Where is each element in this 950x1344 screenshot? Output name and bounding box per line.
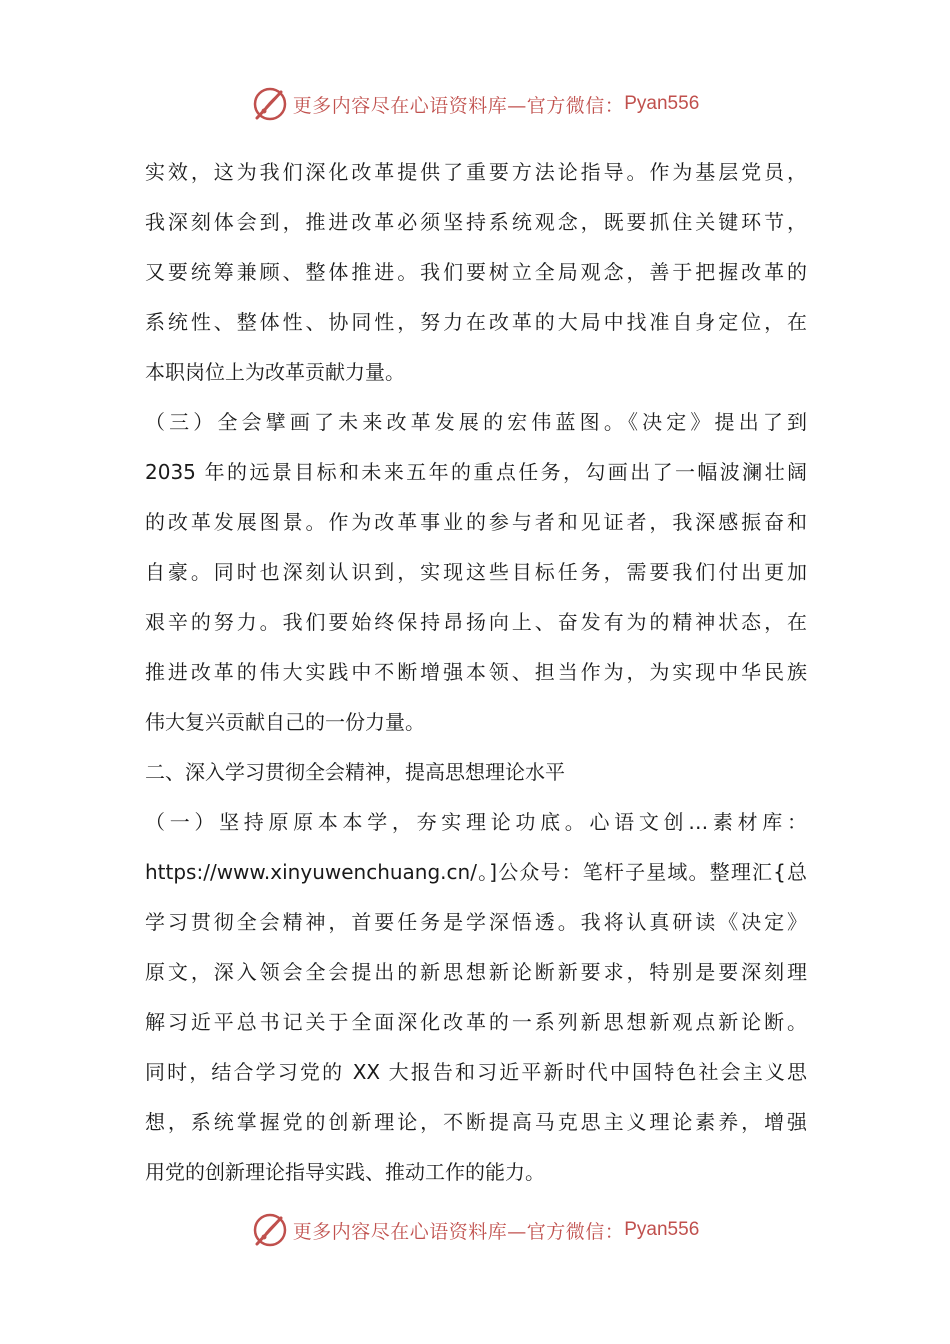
text-line: 自豪。同时也深刻认识到，实现这些目标任务，需要我们付出更加 xyxy=(145,560,807,584)
text-line: 解习近平总书记关于全面深化改革的一系列新思想新观点新论断。 xyxy=(145,1010,807,1034)
text-line: 又要统筹兼顾、整体推进。我们要树立全局观念，善于把握改革的 xyxy=(145,260,807,284)
section-heading: 二、深入学习贯彻全会精神，提高思想理论水平 xyxy=(145,760,565,784)
text-line: （三）全会擘画了未来改革发展的宏伟蓝图。《决定》提出了到 xyxy=(145,410,807,434)
text-line: 伟大复兴贡献自己的一份力量。 xyxy=(145,710,425,734)
text-line: 实效，这为我们深化改革提供了重要方法论指导。作为基层党员， xyxy=(145,160,807,184)
quill-logo-icon xyxy=(251,85,289,123)
text-line: 推进改革的伟大实践中不断增强本领、担当作为，为实现中华民族 xyxy=(145,660,807,684)
footer-banner xyxy=(0,1210,950,1250)
text-line: 用党的创新理论指导实践、推动工作的能力。 xyxy=(145,1160,545,1184)
text-line: （一）坚持原原本本学，夯实理论功底。心语文创…素材库： xyxy=(145,810,807,834)
wechat-id: Pyan556 xyxy=(624,1219,700,1240)
text-line: 的改革发展图景。作为改革事业的参与者和见证者，我深感振奋和 xyxy=(145,510,807,534)
text-line: 我深刻体会到，推进改革必须坚持系统观念，既要抓住关键环节， xyxy=(145,210,807,234)
quill-logo-icon xyxy=(251,1211,289,1249)
text-line: 本职岗位上为改革贡献力量。 xyxy=(145,360,405,384)
text-line: 原文，深入领会全会提出的新思想新论断新要求，特别是要深刻理 xyxy=(145,960,807,984)
banner-text: 更多内容尽在心语资料库—官方微信： xyxy=(292,94,625,117)
text-line: 艰辛的努力。我们要始终保持昂扬向上、奋发有为的精神状态，在 xyxy=(145,610,807,634)
header-banner xyxy=(0,84,950,124)
text-line: 学习贯彻全会精神，首要任务是学深悟透。我将认真研读《决定》 xyxy=(145,910,807,934)
text-line: https://www.xinyuwenchuang.cn/。]公众号：笔杆子星域。整理汇{总 xyxy=(145,860,807,884)
text-line: 想，系统掌握党的创新理论，不断提高马克思主义理论素养，增强 xyxy=(145,1110,807,1134)
wechat-id: Pyan556 xyxy=(624,93,700,114)
text-line: 同时，结合学习党的 XX 大报告和习近平新时代中国特色社会主义思 xyxy=(145,1060,807,1084)
text-line: 2035 年的远景目标和未来五年的重点任务，勾画出了一幅波澜壮阔 xyxy=(145,460,807,484)
banner-text: 更多内容尽在心语资料库—官方微信： xyxy=(292,1220,625,1243)
text-line: 系统性、整体性、协同性，努力在改革的大局中找准自身定位，在 xyxy=(145,310,807,334)
document-body xyxy=(145,147,807,1197)
